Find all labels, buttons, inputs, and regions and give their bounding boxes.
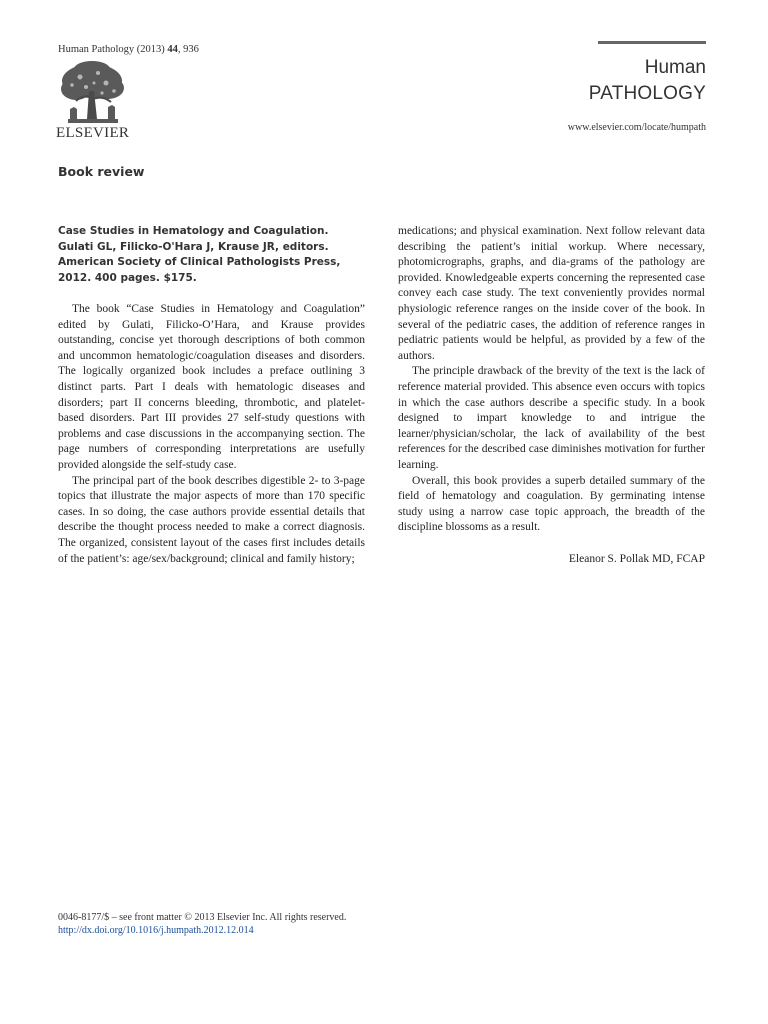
body-paragraph: The principal part of the book describes digestible 2- to 3-page topics that illustrate the major aspects of more than 170 specific cases. In so doing, the case authors provide essential details that describe the thought process needed to make a correct diagnosis. The organized, consistent layout of the cases first includes details of the patient’s: age/sex/background; clinical and family history; [58,474,365,565]
citation-volume: 44 [167,44,178,55]
reviewer-signature: Eleanor S. Pollak MD, FCAP [568,552,705,565]
publisher-name: ELSEVIER [56,125,130,141]
article-column-right [398,224,705,567]
body-paragraph-continuation: medications; and physical examination. Next follow relevant data describing the patient’s initial workup. Where necessary, photomicrographs, graphs, and dia-grams of the pathology are provided. Knowledgeable experts concerning the represented case convey each case study. The text conveniently provides normal physiologic reference ranges on the inside cover of the book. In several of the pediatric cases, the addition of reference ranges in pediatric patients would be helpful, as provided by a few of the authors. [398,225,705,362]
copyright-line: 0046-8177/$ – see front matter © 2013 Elsevier Inc. All rights reserved. [58,912,347,923]
citation-prefix: Human Pathology (2013) [58,44,168,55]
body-paragraph: The book “Case Studies in Hematology and Coagulation” edited by Gulati, Filicko-O’Hara, and Krause provides outstanding, concise yet thorough descriptions of both common and uncommon hematologic/coagulation diseases and disorders. The logically organized book includes a preface outlining 3 distinct parts. Part I deals with hematologic diseases and disorders; part II concerns bleeding, thrombotic, and platelet-based disorders. Part III provides 27 self-study questions with problems and case discussions in the accompanying section. The page numbers of corresponding interpretations are usefully provided alongside the self-study case. [58,303,365,471]
body-paragraph: The principle drawback of the brevity of the text is the lack of reference material provided. This absence even occurs with topics in which the case authors describe a specific study. In a book designed to impart knowledge to and intrigue the learner/physician/scholar, the lack of availability of the best references for the described case diminishes motivation for further learning. [398,365,705,471]
article-column-left [58,224,365,567]
journal-title-human: Human [644,57,706,78]
body-paragraph: Overall, this book provides a superb detailed summary of the field of hematology and coagulation. By germinating intense study using a narrow case topic approach, the breadth of the discipline blossoms as a result. [398,474,705,534]
section-title: Book review [58,164,145,179]
journal-title-pathology: PATHOLOGY [588,83,706,104]
journal-url[interactable]: www.elsevier.com/locate/humpath [567,122,706,133]
doi-link[interactable]: http://dx.doi.org/10.1016/j.humpath.2012.12.014 [58,925,254,936]
elsevier-tree-logo-icon [56,61,128,127]
book-heading: Case Studies in Hematology and Coagulation. Gulati GL, Filicko-O'Hara J, Krause JR, editors. American Society of Clinical Pathologists Press, 2012. 400 pages. $175. [58,225,341,284]
journal-title-rule [598,41,706,44]
journal-citation [58,44,199,55]
citation-suffix: , 936 [177,44,199,55]
